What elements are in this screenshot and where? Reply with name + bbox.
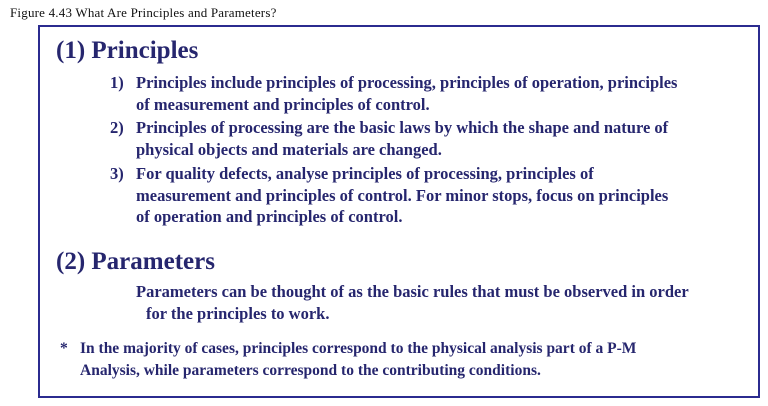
list-item-text [136, 72, 744, 116]
footnote-text [80, 338, 744, 382]
footnote-line: In the majority of cases, principles correspond to the physical analysis part of a P-M [80, 340, 637, 357]
list-item-line: Principles include principles of processing, principles of operation, principles [136, 72, 678, 92]
list-item-line: physical objects and materials are changed. [136, 140, 442, 160]
list-item-marker: 3) [110, 163, 124, 183]
spacer [56, 230, 744, 238]
parameters-paragraph [56, 281, 744, 325]
section-1-heading: (1) Principles [56, 37, 199, 64]
list-item-line: Principles of processing are the basic laws by which the shape and nature of [136, 118, 669, 138]
list-item [56, 72, 744, 116]
list-item-text [136, 117, 744, 161]
list-item-line: of measurement and principles of control. [136, 94, 430, 114]
parameters-line: Parameters can be thought of as the basic rules that must be observed in order [136, 281, 689, 301]
figure-box [38, 25, 760, 398]
principles-list [56, 72, 744, 228]
footnote [56, 338, 744, 382]
section-2-heading: (2) Parameters [56, 248, 215, 276]
parameters-line: for the principles to work. [146, 303, 330, 323]
footnote-marker: * [60, 340, 68, 357]
list-item-line: of operation and principles of control. [136, 207, 403, 227]
list-item-marker: 2) [110, 118, 124, 138]
list-item-line: For quality defects, analyse principles of processing, principles of [136, 163, 594, 183]
list-item [56, 117, 744, 161]
list-item-text [136, 163, 744, 228]
footnote-line: Analysis, while parameters correspond to the contributing conditions. [80, 362, 541, 379]
list-item-marker: 1) [110, 72, 124, 92]
figure-caption: Figure 4.43 What Are Principles and Parameters? [10, 5, 277, 20]
list-item-line: measurement and principles of control. For minor stops, focus on principles [136, 185, 669, 205]
list-item [56, 163, 744, 228]
